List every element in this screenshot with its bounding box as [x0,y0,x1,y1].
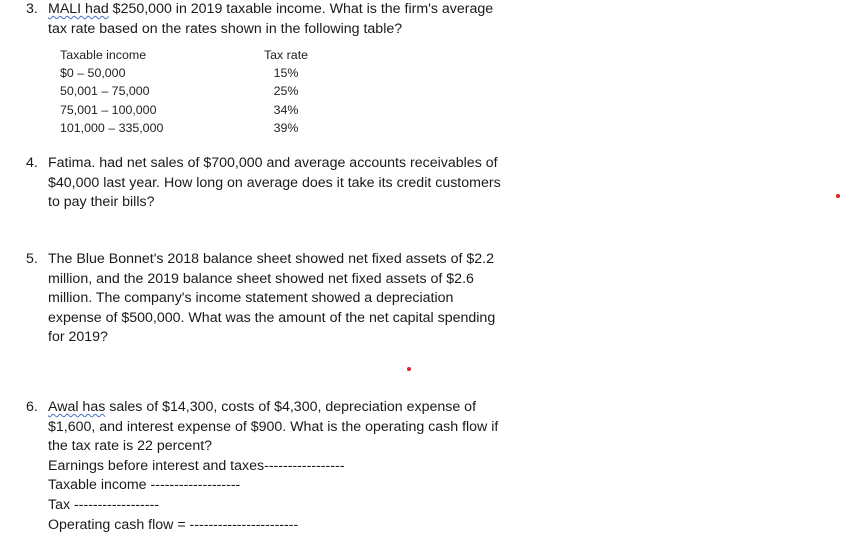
question-text-line [48,398,546,418]
table-row [60,64,316,82]
table-cell: 101,000 – 335,000 [60,120,164,135]
question-number: 4. [26,155,38,171]
question-text-span: $250,000 in 2019 taxable income. What is the firm's average [108,1,494,17]
question-text-line: expense of $500,000. What was the amount of the net capital spending [48,309,496,326]
question-text-line: $40,000 last year. How long on average does it take its credit customers [48,174,501,191]
table-cell: 34% [273,102,299,117]
question-text-line: to pay their bills? [48,194,155,211]
red-marker-dot [407,367,411,371]
table-cell: 25% [273,84,299,99]
question-text-line [48,0,546,20]
answer-fill-line: Operating cash flow = ----------------------- [48,516,299,533]
question-3 [26,0,546,39]
question-text-line: million. The company's income statement showed a depreciation [48,290,454,307]
question-text-line: million, and the 2019 balance sheet showed net fixed assets of $2.6 [48,270,474,287]
tax-rate-table [60,46,316,137]
question-text-line: The Blue Bonnet's 2018 balance sheet showed net fixed assets of $2.2 [48,251,494,267]
question-text-line: $1,600, and interest expense of $900. What is the operating cash flow if [48,418,499,435]
question-6 [26,398,546,535]
table-cell: 75,001 – 100,000 [60,102,157,117]
question-subject: MALI had [48,1,109,17]
table-header: Tax rate [263,48,309,62]
question-5 [26,250,546,348]
answer-fill-line: Earnings before interest and taxes----------------- [48,457,345,474]
red-marker-dot [836,194,840,198]
table-cell: 15% [273,66,299,81]
question-text-line: for 2019? [48,329,108,346]
question-text-line: Fatima. had net sales of $700,000 and average accounts receivables of [48,155,498,171]
table-header-row [60,46,316,64]
table-header: Taxable income [60,48,147,62]
table-cell: 50,001 – 75,000 [60,84,150,99]
answer-fill-line: Tax ------------------ [48,496,160,513]
table-row [60,82,316,100]
question-text-span: sales of $14,300, costs of $4,300, depreciation expense of [105,399,477,415]
question-number: 5. [26,251,38,267]
table-cell: 39% [273,120,299,135]
question-number: 6. [26,399,38,415]
question-subject: Awal has [48,399,106,415]
answer-fill-line: Taxable income ------------------- [48,477,241,494]
table-row [60,119,316,137]
question-text-line: tax rate based on the rates shown in the following table? [48,20,403,37]
question-text-line: the tax rate is 22 percent? [48,438,213,455]
question-number: 3. [26,1,38,17]
question-4 [26,154,546,213]
table-cell: $0 – 50,000 [60,66,126,81]
table-row [60,101,316,119]
